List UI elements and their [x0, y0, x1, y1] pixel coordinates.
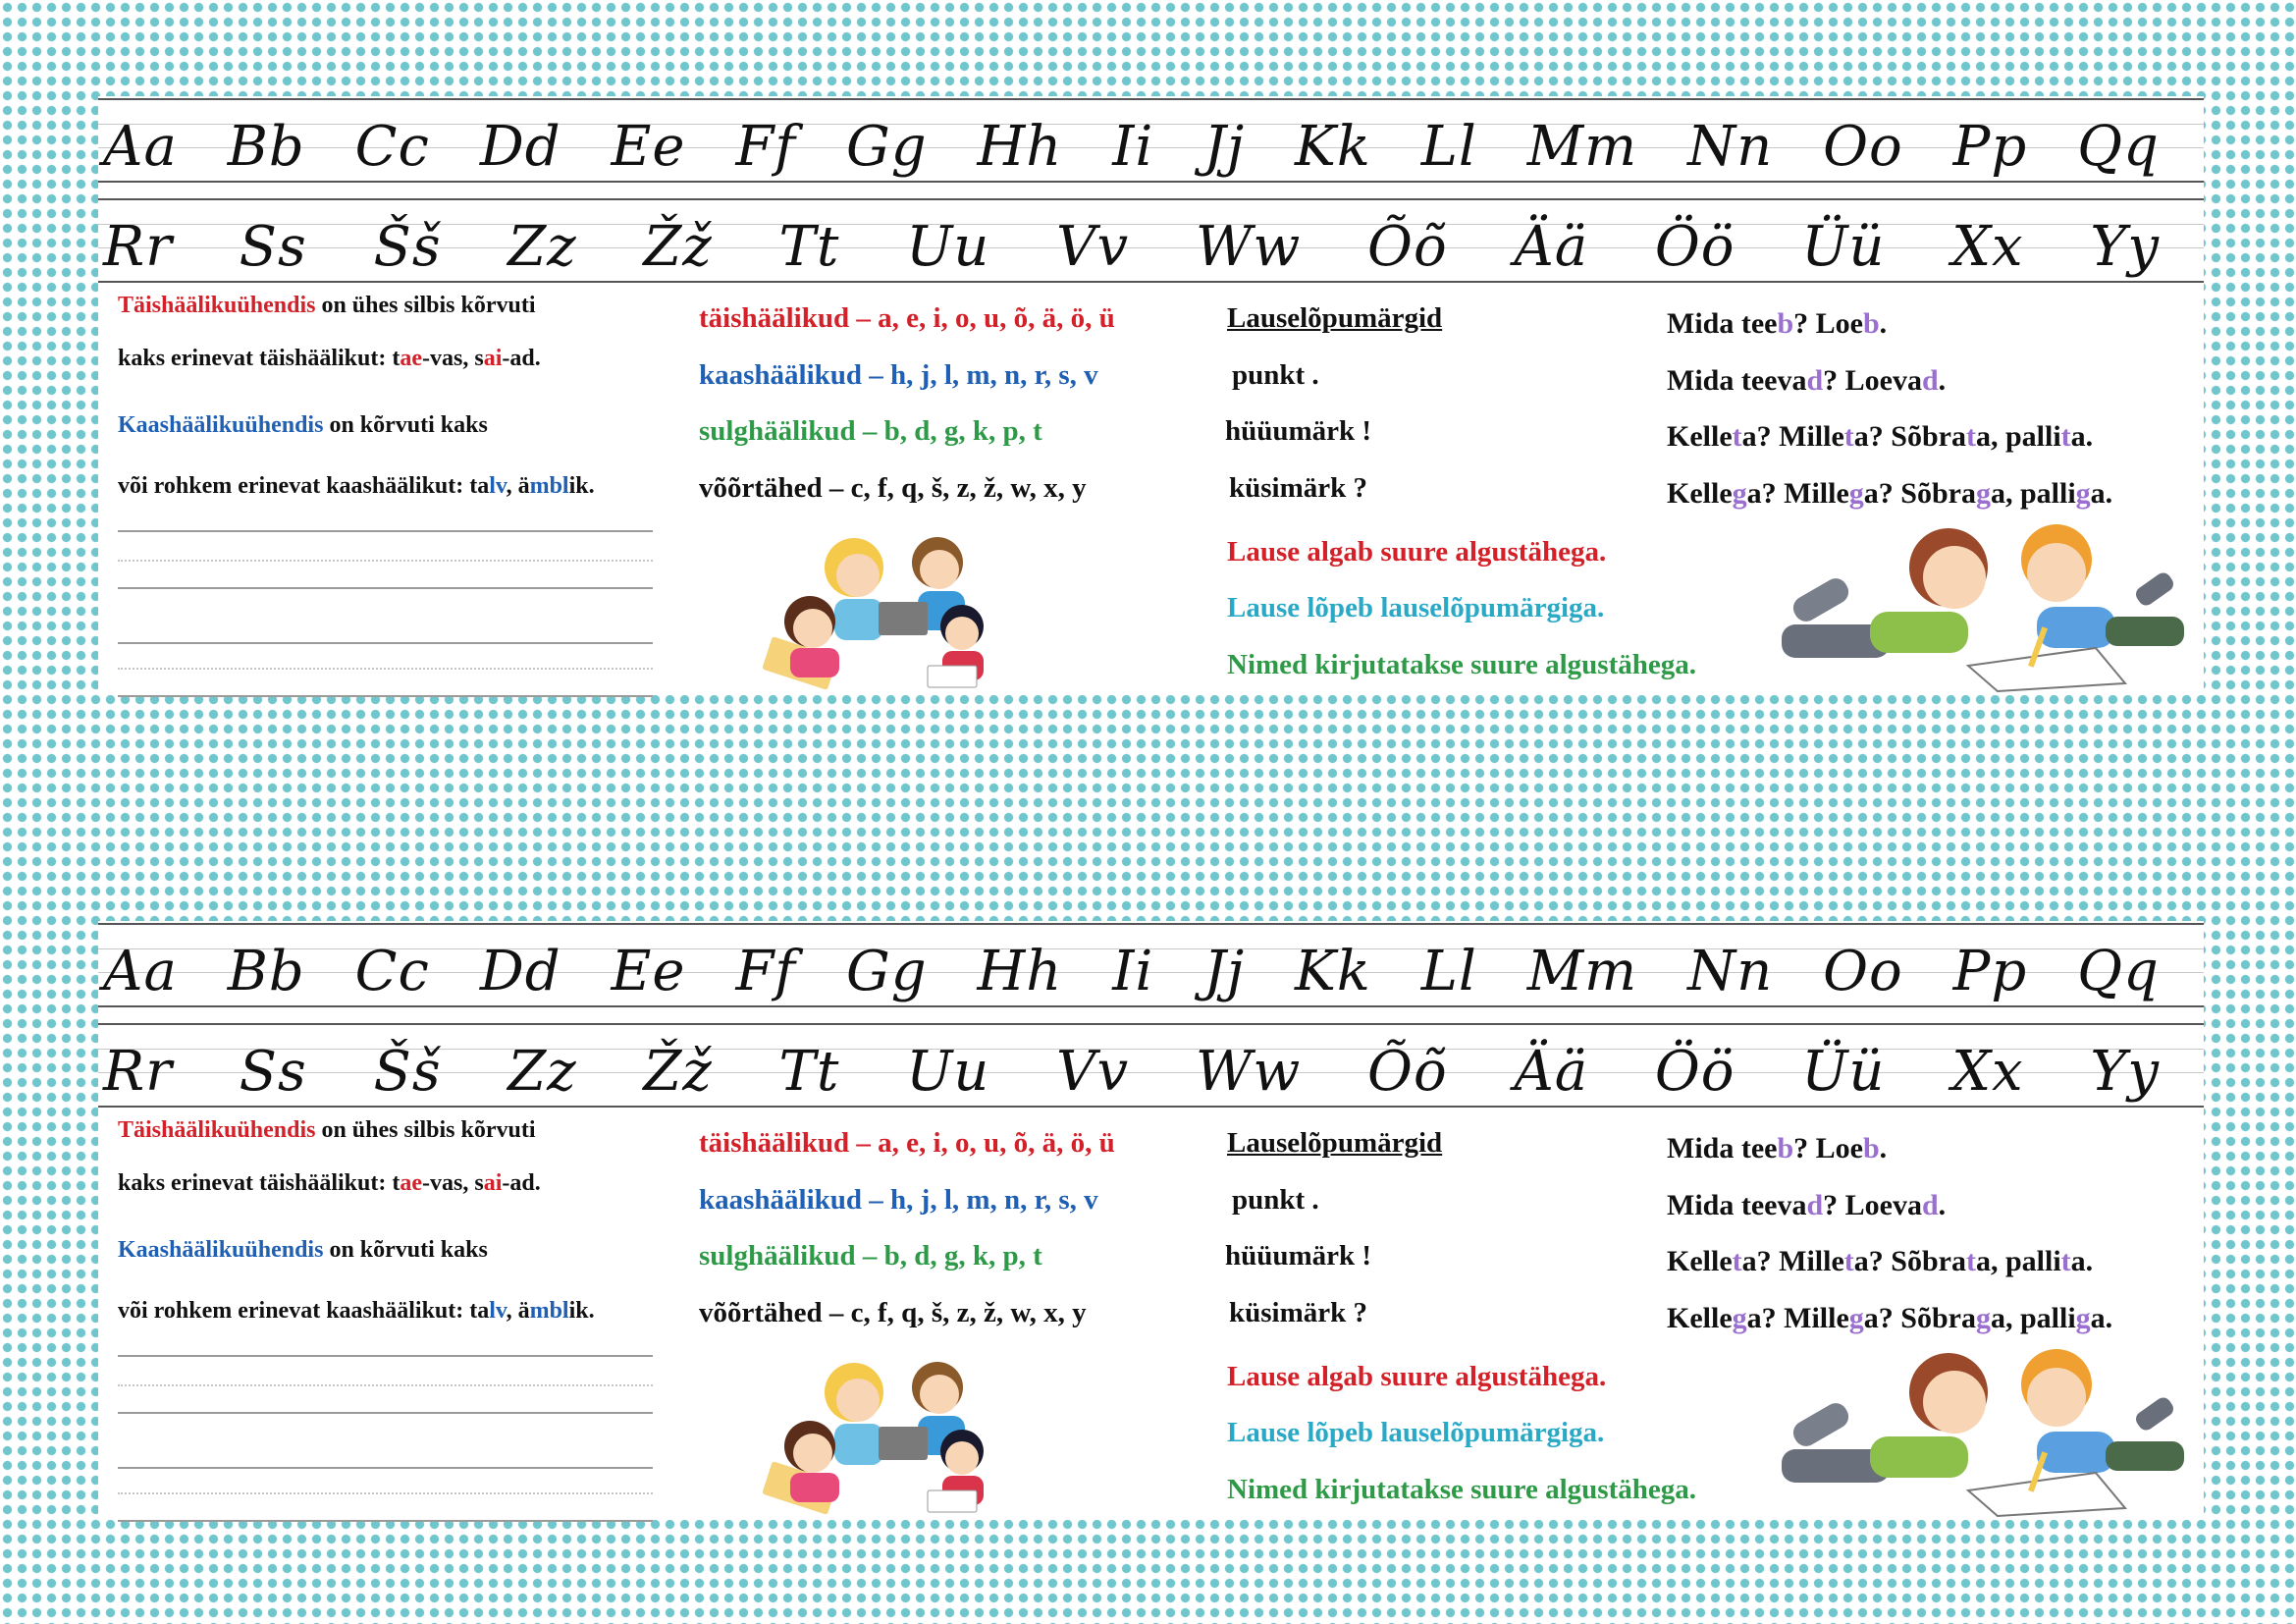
sentence-part: Kelle [1667, 1245, 1733, 1277]
exclamation-line: hüüumärk ! [1225, 1240, 1372, 1272]
children-reading-illustration [756, 1343, 1011, 1520]
bookmark-strip-2 [98, 921, 2204, 1520]
cursive-letter: Cc [354, 115, 430, 179]
cursive-letter: Šš [373, 215, 442, 279]
highlighted-ending: t [1732, 420, 1742, 453]
cursive-letter: Vv [1056, 215, 1130, 279]
children-reading-illustration [756, 518, 1011, 695]
question-line: küsimärk ? [1229, 1297, 1368, 1328]
alphabet-row-2 [98, 1023, 2204, 1110]
punctuation-title: Lauselõpumärgid [1227, 1127, 1443, 1159]
writing-line [118, 1520, 653, 1522]
sentence-part: a, palli [1975, 420, 2061, 453]
highlighted-ending: d [1806, 1189, 1824, 1221]
writing-line [118, 1355, 653, 1357]
cursive-letter: Õõ [1367, 1040, 1448, 1104]
highlighted-ending: g [1732, 477, 1747, 510]
cursive-letter: Uu [906, 1040, 990, 1104]
vowel-cluster-definition-1: Täishäälikuühendis on ühes silbis kõrvuti [118, 1117, 536, 1143]
highlighted-ending: b [1777, 1132, 1794, 1164]
sentence-part: ? Loe [1793, 1132, 1863, 1164]
cursive-letter: Žž [643, 215, 713, 279]
cursive-letter: Ii [1112, 940, 1154, 1003]
highlighted-ending: d [1921, 364, 1939, 397]
writing-line [118, 642, 653, 644]
cursive-letter: Hh [977, 940, 1063, 1003]
cursive-letter: Ss [239, 215, 307, 279]
highlighted-ending: t [1965, 420, 1976, 453]
rule-names-capital: Nimed kirjutatakse suure algustähega. [1227, 1474, 1696, 1505]
cursive-letter: Ll [1420, 940, 1477, 1003]
cursive-letter: Üü [1801, 1040, 1886, 1104]
question-example-1 [1667, 1132, 1887, 1165]
sentence-part: . [1938, 364, 1947, 397]
writing-line [118, 1467, 653, 1469]
cursive-letter: Ss [239, 1040, 307, 1104]
cursive-letter: Mm [1526, 940, 1638, 1003]
writing-line-dotted [118, 1384, 653, 1386]
foreign-letters-line: võõrtähed – c, f, q, š, z, ž, w, x, y [699, 472, 1087, 504]
cursive-letter: Kk [1294, 940, 1371, 1003]
cursive-letter: Aa [103, 940, 178, 1003]
highlighted-ending: t [2060, 420, 2071, 453]
bookmark-strip-1 [98, 96, 2204, 695]
cursive-letter: Ff [735, 940, 797, 1003]
cursive-letter: Zz [507, 215, 577, 279]
rule-capital-start: Lause algab suure algustähega. [1227, 536, 1607, 568]
cursive-letter: Žž [643, 1040, 713, 1104]
cursive-letter: Gg [845, 940, 928, 1003]
cursive-letter: Tt [778, 215, 840, 279]
highlighted-ending: g [2075, 477, 2091, 510]
sentence-part: a, palli [1975, 1245, 2061, 1277]
cursive-letter: Xx [1951, 1040, 2024, 1104]
writing-line [118, 695, 653, 697]
sentence-part: Kelle [1667, 1302, 1733, 1334]
consonant-cluster-definition-2: või rohkem erinevat kaashäälikut: talv, ämblik. [118, 1298, 595, 1324]
cursive-letter: Bb [227, 115, 305, 179]
cursive-letter: Öö [1654, 215, 1735, 279]
cursive-letter: Õõ [1367, 215, 1448, 279]
sentence-part: a. [2070, 1245, 2094, 1277]
cursive-letter: Dd [479, 940, 561, 1003]
sentence-part: . [1879, 307, 1888, 340]
cursive-letter: Pp [1952, 115, 2028, 179]
highlighted-ending: g [1975, 477, 1991, 510]
highlighted-ending: t [1843, 1245, 1854, 1277]
cursive-letter: Ww [1195, 1040, 1302, 1104]
writing-line [118, 587, 653, 589]
sentence-part: Mida teeva [1667, 1189, 1807, 1221]
cursive-letter: Hh [977, 115, 1063, 179]
sentence-part: Kelle [1667, 420, 1733, 453]
sentence-part: a, palli [1990, 1302, 2076, 1334]
sentence-part: a? Mille [1746, 477, 1849, 510]
sentence-part: . [1938, 1189, 1947, 1221]
punctuation-title: Lauselõpumärgid [1227, 302, 1443, 334]
highlighted-ending: b [1862, 1132, 1880, 1164]
cursive-letter: Uu [906, 215, 990, 279]
highlighted-ending: t [1843, 420, 1854, 453]
cursive-letter: Üü [1801, 215, 1886, 279]
writing-line-dotted [118, 668, 653, 670]
cursive-letter: Šš [373, 1040, 442, 1104]
consonant-cluster-definition-1: Kaashäälikuühendis on kõrvuti kaks [118, 412, 488, 438]
highlighted-ending: t [1965, 1245, 1976, 1277]
cursive-letter: Cc [354, 940, 430, 1003]
exclamation-line: hüüumärk ! [1225, 415, 1372, 447]
cursive-letter: Tt [778, 1040, 840, 1104]
question-line: küsimärk ? [1229, 472, 1368, 504]
question-example-4 [1667, 477, 2112, 511]
cursive-letter: Bb [227, 940, 305, 1003]
rule-capital-start: Lause algab suure algustähega. [1227, 1361, 1607, 1392]
highlighted-ending: g [1848, 1302, 1864, 1334]
highlighted-ending: b [1862, 307, 1880, 340]
cursive-letter: Ee [611, 115, 686, 179]
writing-line-dotted [118, 1492, 653, 1494]
sentence-part: ? Loe [1793, 307, 1863, 340]
cursive-letter: Aa [103, 115, 178, 179]
sentence-part: a? Sõbra [1853, 420, 1966, 453]
highlighted-ending: d [1921, 1189, 1939, 1221]
cursive-letter: Zz [507, 1040, 577, 1104]
highlighted-ending: d [1806, 364, 1824, 397]
stop-consonants-line: sulghäälikud – b, d, g, k, p, t [699, 1240, 1042, 1272]
vowel-cluster-definition-1: Täishäälikuühendis on ühes silbis kõrvuti [118, 293, 536, 318]
question-example-3 [1667, 420, 2093, 454]
highlighted-ending: g [2075, 1302, 2091, 1334]
alphabet-row-1 [98, 98, 2204, 185]
vowels-line: täishäälikud – a, e, i, o, u, õ, ä, ö, ü [699, 1127, 1115, 1159]
cursive-letter: Jj [1203, 115, 1246, 179]
stop-consonants-line: sulghäälikud – b, d, g, k, p, t [699, 415, 1042, 447]
cursive-letter: Kk [1294, 115, 1371, 179]
kids-drawing-illustration [1772, 1343, 2204, 1520]
highlighted-ending: g [1732, 1302, 1747, 1334]
cursive-letter: Öö [1654, 1040, 1735, 1104]
cursive-letter: Xx [1951, 215, 2024, 279]
consonant-cluster-definition-1: Kaashäälikuühendis on kõrvuti kaks [118, 1237, 488, 1263]
sentence-part: Kelle [1667, 477, 1733, 510]
sentence-part: a. [2090, 477, 2113, 510]
sentence-part: a, palli [1990, 477, 2076, 510]
rule-names-capital: Nimed kirjutatakse suure algustähega. [1227, 649, 1696, 680]
sentence-part: a. [2090, 1302, 2113, 1334]
kids-drawing-illustration [1772, 518, 2204, 695]
sentence-part: ? Loeva [1823, 1189, 1922, 1221]
consonants-line: kaashäälikud – h, j, l, m, n, r, s, v [699, 1184, 1098, 1216]
cursive-letter: Oo [1823, 115, 1903, 179]
cursive-letter: Nn [1687, 115, 1774, 179]
rule-sentence-end: Lause lõpeb lauselõpumärgiga. [1227, 1417, 1605, 1448]
sentence-part: . [1879, 1132, 1888, 1164]
punkt-line: punkt . [1232, 359, 1319, 391]
sentence-part: a? Mille [1746, 1302, 1849, 1334]
cursive-letter: Vv [1056, 1040, 1130, 1104]
alphabet-row-2 [98, 198, 2204, 285]
vowels-line: täishäälikud – a, e, i, o, u, õ, ä, ö, ü [699, 302, 1115, 334]
sentence-part: Mida tee [1667, 307, 1778, 340]
cursive-letter: Yy [2090, 1040, 2160, 1104]
question-example-3 [1667, 1245, 2093, 1278]
sentence-part: a. [2070, 420, 2094, 453]
sentence-part: a? Sõbra [1853, 1245, 1966, 1277]
highlighted-ending: g [1848, 477, 1864, 510]
cursive-letter: Dd [479, 115, 561, 179]
cursive-letter: Gg [845, 115, 928, 179]
question-example-2 [1667, 364, 1946, 398]
cursive-letter: Ää [1514, 215, 1589, 279]
sentence-part: a? Mille [1741, 1245, 1844, 1277]
sentence-part: a? Mille [1741, 420, 1844, 453]
punkt-line: punkt . [1232, 1184, 1319, 1216]
rule-sentence-end: Lause lõpeb lauselõpumärgiga. [1227, 592, 1605, 623]
sentence-part: a? Sõbra [1863, 1302, 1976, 1334]
cursive-letter: Ii [1112, 115, 1154, 179]
cursive-letter: Ww [1195, 215, 1302, 279]
cursive-letter: Rr [103, 1040, 173, 1104]
cursive-letter: Oo [1823, 940, 1903, 1003]
question-example-2 [1667, 1189, 1946, 1222]
cursive-letter: Pp [1952, 940, 2028, 1003]
highlighted-ending: b [1777, 307, 1794, 340]
highlighted-ending: t [2060, 1245, 2071, 1277]
sentence-part: Mida teeva [1667, 364, 1807, 397]
sentence-part: a? Sõbra [1863, 477, 1976, 510]
cursive-letter: Jj [1203, 940, 1246, 1003]
cursive-letter: Yy [2090, 215, 2160, 279]
foreign-letters-line: võõrtähed – c, f, q, š, z, ž, w, x, y [699, 1297, 1087, 1328]
cursive-letter: Qq [2077, 115, 2160, 179]
question-example-1 [1667, 307, 1887, 341]
cursive-letter: Ää [1514, 1040, 1589, 1104]
cursive-letter: Nn [1687, 940, 1774, 1003]
sentence-part: ? Loeva [1823, 364, 1922, 397]
writing-line [118, 530, 653, 532]
writing-line [118, 1412, 653, 1414]
cursive-letter: Rr [103, 215, 173, 279]
consonant-cluster-definition-2: või rohkem erinevat kaashäälikut: talv, ämblik. [118, 473, 595, 499]
writing-line-dotted [118, 560, 653, 562]
alphabet-row-1 [98, 923, 2204, 1009]
question-example-4 [1667, 1302, 2112, 1335]
consonants-line: kaashäälikud – h, j, l, m, n, r, s, v [699, 359, 1098, 391]
sentence-part: Mida tee [1667, 1132, 1778, 1164]
cursive-letter: Qq [2077, 940, 2160, 1003]
cursive-letter: Mm [1526, 115, 1638, 179]
highlighted-ending: g [1975, 1302, 1991, 1334]
highlighted-ending: t [1732, 1245, 1742, 1277]
cursive-letter: Ff [735, 115, 797, 179]
vowel-cluster-definition-2: kaks erinevat täishäälikut: tae-vas, sai-ad. [118, 346, 541, 371]
vowel-cluster-definition-2: kaks erinevat täishäälikut: tae-vas, sai-ad. [118, 1170, 541, 1196]
cursive-letter: Ll [1420, 115, 1477, 179]
cursive-letter: Ee [611, 940, 686, 1003]
